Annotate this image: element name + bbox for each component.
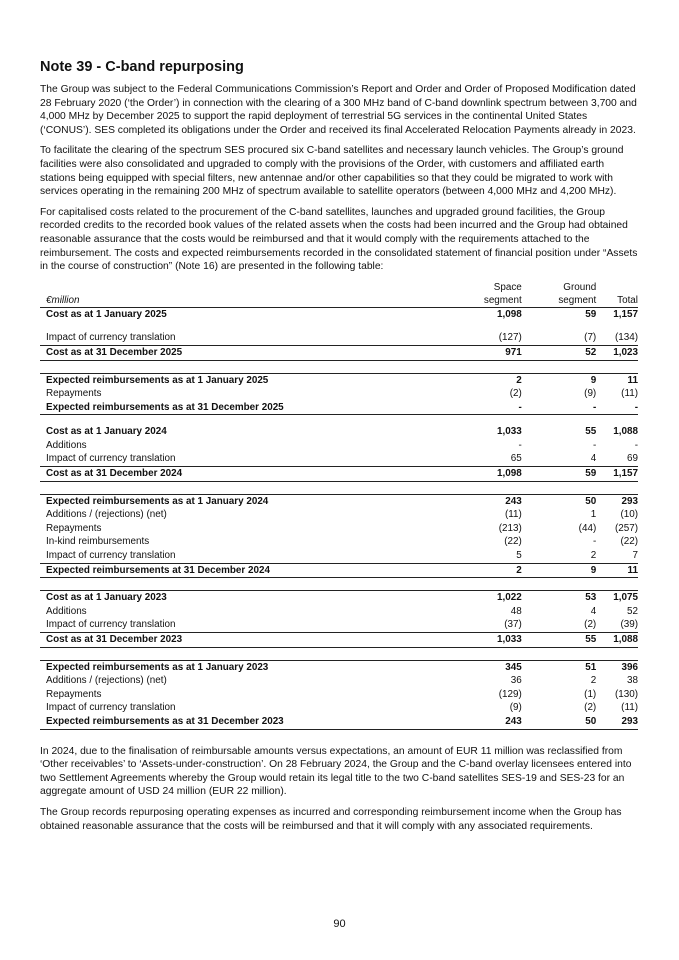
- space-value: -: [466, 401, 522, 415]
- ground-value: 59: [522, 467, 596, 482]
- row-label: Expected reimbursements as at 1 January 2025: [46, 374, 269, 386]
- ground-value: 55: [585, 426, 597, 438]
- ground-value: 51: [585, 661, 597, 673]
- ground-value: 55: [522, 633, 596, 648]
- space-value: (37): [504, 619, 522, 631]
- space-value: 2: [516, 374, 522, 386]
- ground-value: (9): [584, 388, 597, 400]
- table-row: [40, 508, 638, 522]
- ground-value: 59: [585, 308, 597, 320]
- col-header-space-1: Space: [493, 281, 522, 293]
- row-label: Impact of currency translation: [46, 702, 176, 714]
- total-value: 1,088: [596, 633, 638, 648]
- space-value: (2): [509, 388, 522, 400]
- space-value: (213): [498, 522, 522, 534]
- row-label: Expected reimbursements as at 31 December 2025: [40, 401, 466, 415]
- row-label: Expected reimbursements at 31 December 2024: [40, 563, 466, 578]
- intro-paragraph-1: The Group was subject to the Federal Communications Commission’s Report and Order and Order of Proposed Modification dated 28 February 2020 (‘the Order’) in connection with the clearing of a 300 MHz band of C-band downlink spectrum between 3,700 and 4,000 MHz by December 2025 to support the rapid deployment of terrestrial 5G services in the continental United States (‘CONUS’). SES completed its obligations under the Order and received its final Accelerated Relocation Payments already in 2023.: [40, 84, 637, 136]
- table-row: [40, 633, 638, 648]
- space-value: 36: [510, 675, 522, 687]
- space-value: 971: [466, 345, 522, 360]
- total-value: -: [596, 401, 638, 415]
- table-row: [40, 563, 638, 578]
- space-value: 2: [466, 563, 522, 578]
- ground-value: 1: [590, 509, 597, 521]
- table-row: [40, 715, 638, 729]
- table-row: [40, 605, 638, 619]
- row-label: Repayments: [46, 388, 102, 400]
- section-divider: [40, 481, 638, 494]
- total-value: -: [634, 439, 638, 451]
- table-row: [40, 701, 638, 715]
- row-label: Additions / (rejections) (net): [46, 509, 167, 521]
- row-spacer: [40, 321, 638, 331]
- row-label: Additions: [46, 439, 87, 451]
- row-label: Expected reimbursements as at 31 December 2023: [40, 715, 466, 729]
- table-header-row-2: [40, 294, 638, 308]
- row-label: Impact of currency translation: [46, 453, 176, 465]
- table-row: [40, 674, 638, 688]
- unit-label: €million: [40, 294, 466, 308]
- row-label: Cost as at 31 December 2024: [40, 467, 466, 482]
- space-value: (9): [509, 702, 522, 714]
- note-title: Note 39 - C-band repurposing: [40, 59, 244, 75]
- total-value: (39): [620, 619, 638, 631]
- col-header-total: Total: [596, 294, 638, 308]
- ground-value: 50: [522, 715, 596, 729]
- total-value: 293: [596, 715, 638, 729]
- space-value: 1,098: [497, 308, 522, 320]
- space-value: (127): [498, 332, 522, 344]
- page-number: 90: [333, 918, 346, 930]
- closing-paragraph-1: In 2024, due to the finalisation of reimbursable amounts versus expectations, an amount of EUR 11 million was reclassified from ‘Other receivables’ to ‘Assets-under-construction’. On 28 February 2024, the Group and the C-band overlay licensees entered into two Settlement Agreements whereby the Group would retain its legal title to the two C-band satellites SES-19 and SES-23 for an aggregate amount of USD 24 million (EUR 22 million).: [40, 745, 632, 798]
- table-row: [40, 591, 638, 605]
- table-row: [40, 535, 638, 549]
- space-value: 5: [516, 550, 522, 562]
- row-label: Cost as at 1 January 2023: [46, 592, 167, 604]
- total-value: (11): [621, 388, 638, 400]
- section-divider: [40, 647, 638, 660]
- ground-value: -: [592, 439, 597, 451]
- row-label: Expected reimbursements as at 1 January 2023: [46, 661, 269, 673]
- row-label: Cost as at 1 January 2025: [46, 308, 167, 320]
- total-value: (22): [620, 536, 638, 548]
- table-row: [40, 307, 638, 321]
- ground-value: 53: [585, 592, 597, 604]
- space-value: 48: [510, 605, 522, 617]
- ground-value: (7): [584, 332, 597, 344]
- space-value: -: [518, 439, 522, 451]
- ground-value: -: [592, 536, 597, 548]
- total-value: 38: [627, 675, 638, 687]
- row-label: Impact of currency translation: [46, 332, 176, 344]
- space-value: 1,033: [466, 633, 522, 648]
- ground-value: 2: [590, 550, 597, 562]
- table-row: [40, 522, 638, 536]
- total-value: (130): [614, 688, 638, 700]
- closing-paragraph-2: The Group records repurposing operating expenses as incurred and corresponding reimbursement income when the Group has obtained reasonable assurance that the costs will be reimbursed and that it will comply with any associated requirements.: [40, 806, 622, 832]
- space-value: 1,033: [497, 426, 522, 438]
- row-label: Cost as at 31 December 2023: [40, 633, 466, 648]
- table-header-row-1: [40, 281, 638, 294]
- space-value: 345: [505, 661, 522, 673]
- space-value: (22): [504, 536, 522, 548]
- row-label: Additions / (rejections) (net): [46, 675, 167, 687]
- table-row: [40, 494, 638, 508]
- space-value: (11): [504, 509, 522, 521]
- row-label: Additions: [46, 605, 87, 617]
- table-row: [40, 688, 638, 702]
- table-row: [40, 618, 638, 632]
- table-row: [40, 425, 638, 439]
- total-value: (11): [621, 702, 638, 714]
- total-value: 7: [632, 550, 638, 562]
- space-value: 243: [505, 495, 522, 507]
- space-value: 65: [510, 453, 522, 465]
- total-value: (257): [614, 522, 638, 534]
- space-value: 243: [466, 715, 522, 729]
- space-value: 1,022: [497, 592, 522, 604]
- total-value: 1,157: [613, 308, 638, 320]
- ground-value: (1): [584, 688, 597, 700]
- ground-value: (44): [578, 522, 597, 534]
- col-header-space-2: segment: [466, 294, 522, 308]
- table-row: [40, 331, 638, 345]
- section-divider: [40, 360, 638, 373]
- ground-value: 9: [590, 374, 597, 386]
- note-page: [40, 58, 638, 840]
- total-value: (134): [614, 332, 638, 344]
- col-header-ground-1: Ground: [563, 281, 597, 293]
- ground-value: (2): [584, 702, 597, 714]
- total-value: 69: [627, 453, 638, 465]
- intro-paragraph-2: To facilitate the clearing of the spectrum SES procured six C-band satellites and necessary launch vehicles. The Group’s ground facilities were also consolidated and upgraded to comply with the provisions of the Order, with customers and affiliated earth stations being equipped with special filters, new antennae and/or other capabilities so that they could be migrated to work with services operating in the remaining 200 MHz of spectrum available to satellite operators (between 4,000 MHz and 4,200 MHz).: [40, 145, 624, 198]
- space-value: 1,098: [466, 467, 522, 482]
- row-label: Cost as at 31 December 2025: [40, 345, 466, 360]
- total-value: 293: [621, 495, 638, 507]
- total-value: 1,157: [596, 467, 638, 482]
- row-label: Impact of currency translation: [46, 619, 176, 631]
- ground-value: -: [522, 401, 596, 415]
- space-value: (129): [498, 688, 522, 700]
- total-value: 1,088: [613, 426, 638, 438]
- ground-value: 2: [590, 675, 597, 687]
- table-row: [40, 660, 638, 674]
- table-row: [40, 549, 638, 563]
- total-value: 396: [621, 661, 638, 673]
- total-value: 11: [627, 374, 638, 386]
- row-label: Cost as at 1 January 2024: [46, 426, 167, 438]
- table-row: [40, 467, 638, 482]
- col-header-ground-2: segment: [522, 294, 596, 308]
- c-band-table: [40, 281, 638, 730]
- ground-value: 9: [522, 563, 596, 578]
- ground-value: 4: [590, 453, 597, 465]
- intro-paragraph-3: For capitalised costs related to the procurement of the C-band satellites, launches and upgraded ground facilities, the Group recorded credits to the recorded book values of the related assets when the costs had been incurred and the Group had obtained reasonable assurance that the costs would be reimbursed and that it would comply with the requirements attached to the reimbursement. The costs and expected reimbursements recorded in the consolidated statement of financial position under “Assets in the course of construction” (Note 16) are presented in the following table:: [40, 206, 638, 273]
- ground-value: (2): [584, 619, 597, 631]
- table-row: [40, 452, 638, 466]
- ground-value: 4: [590, 605, 597, 617]
- ground-value: 52: [522, 345, 596, 360]
- table-row: [40, 439, 638, 453]
- table-row: [40, 401, 638, 415]
- row-spacer: [40, 415, 638, 426]
- total-value: 1,023: [596, 345, 638, 360]
- total-value: 11: [596, 563, 638, 578]
- table-row: [40, 345, 638, 360]
- section-divider: [40, 578, 638, 591]
- table-row: [40, 387, 638, 401]
- total-value: 1,075: [613, 592, 638, 604]
- row-label: In-kind reimbursements: [46, 536, 150, 548]
- ground-value: 50: [585, 495, 597, 507]
- total-value: 52: [627, 605, 638, 617]
- row-label: Repayments: [46, 522, 102, 534]
- row-label: Repayments: [46, 688, 102, 700]
- row-label: Impact of currency translation: [46, 550, 176, 562]
- row-label: Expected reimbursements as at 1 January 2024: [46, 495, 269, 507]
- table-row: [40, 373, 638, 387]
- total-value: (10): [620, 509, 638, 521]
